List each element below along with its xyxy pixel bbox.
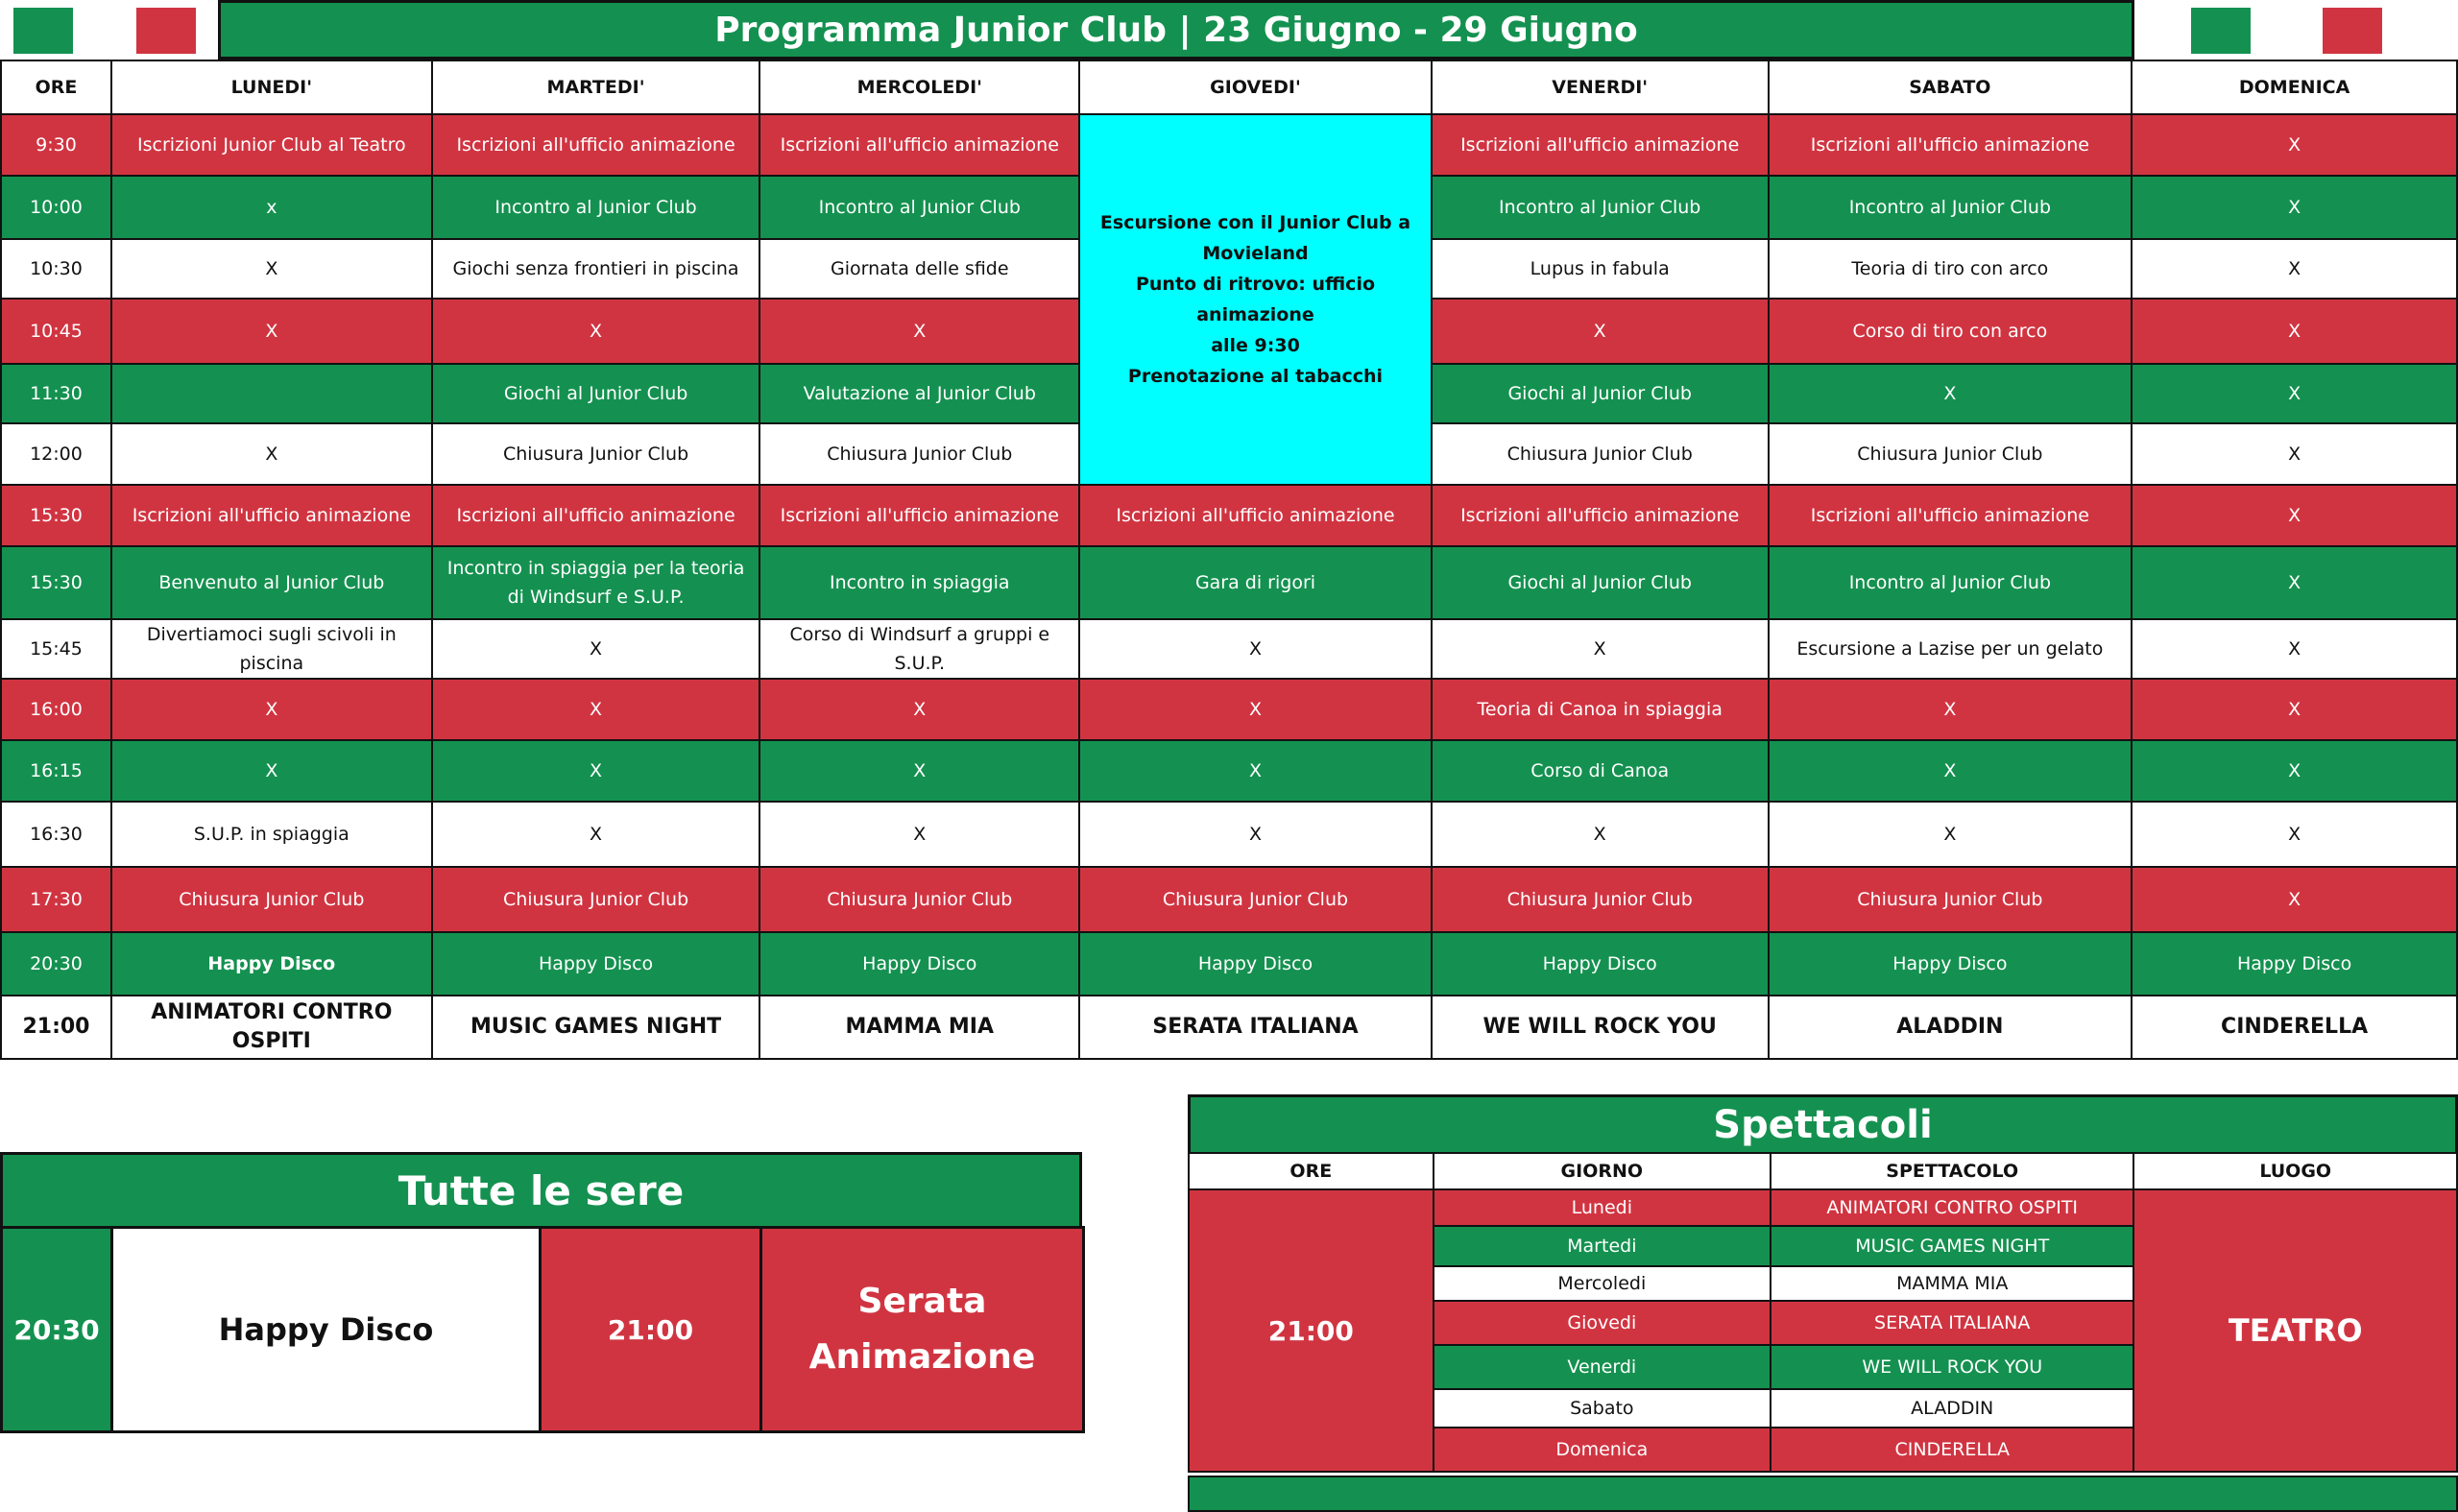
schedule-cell: X: [2132, 239, 2457, 299]
schedule-cell: Iscrizioni Junior Club al Teatro: [111, 114, 432, 176]
schedule-cell: Incontro al Junior Club: [759, 176, 1079, 239]
schedule-cell: Incontro in spiaggia: [759, 546, 1079, 619]
spettacoli-show: ANIMATORI CONTRO OSPITI: [1771, 1189, 2133, 1226]
schedule-cell: Happy Disco: [1432, 932, 1769, 996]
table-row: [1, 740, 2457, 802]
schedule-cell: Giochi al Junior Club: [1432, 546, 1769, 619]
schedule-cell: X: [759, 740, 1079, 802]
table-row: [1, 114, 2457, 176]
schedule-cell: Happy Disco: [432, 932, 760, 996]
tutte-le-sere-title: Tutte le sere: [0, 1152, 1082, 1226]
spettacoli-day: Mercoledi: [1434, 1266, 1771, 1301]
schedule-cell: X: [1769, 364, 2133, 423]
schedule-cell: X: [432, 619, 760, 679]
schedule-cell: WE WILL ROCK YOU: [1432, 996, 1769, 1059]
excursion-cell: [1079, 114, 1432, 485]
tutte-event-1: Happy Disco: [112, 1228, 541, 1432]
spettacoli-day: Domenica: [1434, 1428, 1771, 1472]
table-row: [1, 619, 2457, 679]
time-cell: 16:00: [1, 679, 111, 740]
schedule-cell: Giochi al Junior Club: [1432, 364, 1769, 423]
schedule-cell: X: [1432, 802, 1769, 867]
schedule-cell: X: [111, 679, 432, 740]
italian-flag-right: [2191, 8, 2387, 54]
schedule-cell: ANIMATORI CONTRO OSPITI: [111, 996, 432, 1059]
schedule-cell: Benvenuto al Junior Club: [111, 546, 432, 619]
schedule-cell: Valutazione al Junior Club: [759, 364, 1079, 423]
time-cell: 9:30: [1, 114, 111, 176]
schedule-cell: X: [2132, 299, 2457, 364]
schedule-cell: Escursione a Lazise per un gelato: [1769, 619, 2133, 679]
spettacoli-show: MAMMA MIA: [1771, 1266, 2133, 1301]
schedule-cell: Iscrizioni all'ufficio animazione: [759, 114, 1079, 176]
schedule-cell: Incontro al Junior Club: [1769, 176, 2133, 239]
schedule-cell: X: [1432, 619, 1769, 679]
spettacoli-header-row: [1189, 1153, 2457, 1189]
header-row: [1, 60, 2457, 114]
schedule-cell: Iscrizioni all'ufficio animazione: [432, 485, 760, 546]
schedule-cell: X: [1769, 679, 2133, 740]
tutte-le-sere-table: [0, 1226, 1085, 1433]
col-header-ore: ORE: [1189, 1153, 1434, 1189]
schedule-cell: X: [2132, 114, 2457, 176]
spettacoli-show: CINDERELLA: [1771, 1428, 2133, 1472]
schedule-cell: X: [2132, 546, 2457, 619]
excursion-line: Escursione con il Junior Club a: [1099, 212, 1411, 233]
schedule-cell: X: [759, 299, 1079, 364]
table-row: [1, 546, 2457, 619]
spettacoli-day: Sabato: [1434, 1389, 1771, 1428]
schedule-cell: X: [1079, 802, 1432, 867]
schedule-cell: Happy Disco: [111, 932, 432, 996]
time-cell: 20:30: [1, 932, 111, 996]
schedule-cell: X: [2132, 423, 2457, 485]
schedule-cell: X: [2132, 364, 2457, 423]
schedule-cell: Iscrizioni all'ufficio animazione: [111, 485, 432, 546]
schedule-cell: ALADDIN: [1769, 996, 2133, 1059]
schedule-cell: Chiusura Junior Club: [432, 867, 760, 932]
time-cell: 21:00: [1, 996, 111, 1059]
table-row: [1, 679, 2457, 740]
time-cell: 10:30: [1, 239, 111, 299]
col-header-lunedi: LUNEDI': [111, 60, 432, 114]
time-cell: 15:30: [1, 485, 111, 546]
schedule-cell: X: [432, 299, 760, 364]
table-row: [1, 485, 2457, 546]
schedule-cell: SERATA ITALIANA: [1079, 996, 1432, 1059]
schedule-cell: Chiusura Junior Club: [432, 423, 760, 485]
schedule-cell: [111, 364, 432, 423]
schedule-cell: X: [2132, 867, 2457, 932]
page-title: Programma Junior Club | 23 Giugno - 29 Giugno: [218, 0, 2134, 60]
schedule-cell: Giochi al Junior Club: [432, 364, 760, 423]
schedule-cell: S.U.P. in spiaggia: [111, 802, 432, 867]
schedule-cell: X: [1769, 740, 2133, 802]
schedule-cell: X: [759, 679, 1079, 740]
col-header-mercoledi: MERCOLEDI': [759, 60, 1079, 114]
schedule-cell: X: [2132, 485, 2457, 546]
schedule-cell: Chiusura Junior Club: [759, 423, 1079, 485]
schedule-cell: Chiusura Junior Club: [1769, 423, 2133, 485]
schedule-cell: X: [2132, 679, 2457, 740]
schedule-cell: Incontro in spiaggia per la teoria di Windsurf e S.U.P.: [432, 546, 760, 619]
schedule-cell: Chiusura Junior Club: [1079, 867, 1432, 932]
schedule-cell: Chiusura Junior Club: [1432, 867, 1769, 932]
time-cell: 11:30: [1, 364, 111, 423]
schedule-cell: X: [111, 239, 432, 299]
table-row: [1, 932, 2457, 996]
schedule-cell: X: [759, 802, 1079, 867]
schedule-cell: X: [1079, 619, 1432, 679]
schedule-cell: X: [2132, 176, 2457, 239]
col-header-giorno: GIORNO: [1434, 1153, 1771, 1189]
schedule-cell: Happy Disco: [2132, 932, 2457, 996]
schedule-cell: Happy Disco: [1769, 932, 2133, 996]
schedule-table: [0, 60, 2458, 1060]
time-cell: 17:30: [1, 867, 111, 932]
schedule-cell: Teoria di tiro con arco: [1769, 239, 2133, 299]
spettacoli-show: SERATA ITALIANA: [1771, 1301, 2133, 1345]
schedule-cell: Lupus in fabula: [1432, 239, 1769, 299]
time-cell: 15:30: [1, 546, 111, 619]
italian-flag-left: [13, 8, 198, 54]
schedule-cell: MAMMA MIA: [759, 996, 1079, 1059]
schedule-cell: Incontro al Junior Club: [1769, 546, 2133, 619]
table-row: [1, 867, 2457, 932]
excursion-line: Punto di ritrovo: ufficio animazione: [1135, 274, 1376, 325]
schedule-cell: Iscrizioni all'ufficio animazione: [1079, 485, 1432, 546]
spettacoli-footer-bar: [1188, 1476, 2458, 1512]
col-header-sabato: SABATO: [1769, 60, 2133, 114]
table-row: [1189, 1189, 2457, 1226]
schedule-cell: Giochi senza frontieri in piscina: [432, 239, 760, 299]
tutte-time-1: 20:30: [2, 1228, 112, 1432]
schedule-cell: Iscrizioni all'ufficio animazione: [1432, 114, 1769, 176]
table-row: [1, 802, 2457, 867]
schedule-cell: Iscrizioni all'ufficio animazione: [1769, 485, 2133, 546]
schedule-cell: X: [2132, 619, 2457, 679]
time-cell: 16:15: [1, 740, 111, 802]
schedule-cell: Chiusura Junior Club: [1432, 423, 1769, 485]
schedule-cell: X: [1079, 740, 1432, 802]
spettacoli-time: 21:00: [1189, 1189, 1434, 1472]
spettacoli-day: Lunedi: [1434, 1189, 1771, 1226]
spettacoli-title: Spettacoli: [1188, 1094, 2458, 1152]
schedule-cell: X: [2132, 802, 2457, 867]
schedule-cell: Incontro al Junior Club: [432, 176, 760, 239]
col-header-venerdi: VENERDI': [1432, 60, 1769, 114]
schedule-cell: Corso di Windsurf a gruppi e S.U.P.: [759, 619, 1079, 679]
schedule-cell: X: [111, 740, 432, 802]
schedule-cell: X: [1079, 679, 1432, 740]
table-row: [1, 996, 2457, 1059]
col-header-domenica: DOMENICA: [2132, 60, 2457, 114]
tutte-time-2: 21:00: [541, 1228, 761, 1432]
schedule-cell: X: [111, 423, 432, 485]
col-header-ore: ORE: [1, 60, 111, 114]
time-cell: 10:45: [1, 299, 111, 364]
schedule-cell: Iscrizioni all'ufficio animazione: [759, 485, 1079, 546]
spettacoli-show: WE WILL ROCK YOU: [1771, 1345, 2133, 1389]
schedule-cell: Gara di rigori: [1079, 546, 1432, 619]
time-cell: 12:00: [1, 423, 111, 485]
schedule-cell: X: [432, 802, 760, 867]
schedule-cell: X: [1769, 802, 2133, 867]
schedule-cell: X: [111, 299, 432, 364]
schedule-cell: x: [111, 176, 432, 239]
excursion-line: Movieland: [1202, 243, 1309, 264]
schedule-cell: X: [2132, 740, 2457, 802]
col-header-spettacolo: SPETTACOLO: [1771, 1153, 2133, 1189]
schedule-cell: X: [432, 740, 760, 802]
schedule-cell: Chiusura Junior Club: [759, 867, 1079, 932]
schedule-cell: Divertiamoci sugli scivoli in piscina: [111, 619, 432, 679]
schedule-cell: X: [1432, 299, 1769, 364]
schedule-cell: CINDERELLA: [2132, 996, 2457, 1059]
schedule-cell: Iscrizioni all'ufficio animazione: [432, 114, 760, 176]
schedule-cell: Chiusura Junior Club: [111, 867, 432, 932]
time-cell: 16:30: [1, 802, 111, 867]
tutte-event-2: Serata Animazione: [761, 1228, 1084, 1432]
time-cell: 10:00: [1, 176, 111, 239]
schedule-cell: Iscrizioni all'ufficio animazione: [1769, 114, 2133, 176]
excursion-line: alle 9:30: [1211, 335, 1300, 356]
schedule-cell: Incontro al Junior Club: [1432, 176, 1769, 239]
schedule-cell: Corso di tiro con arco: [1769, 299, 2133, 364]
excursion-line: Prenotazione al tabacchi: [1127, 366, 1384, 387]
schedule-cell: Happy Disco: [759, 932, 1079, 996]
time-cell: 15:45: [1, 619, 111, 679]
spettacoli-table: [1188, 1152, 2458, 1473]
schedule-cell: Chiusura Junior Club: [1769, 867, 2133, 932]
col-header-luogo: LUOGO: [2133, 1153, 2457, 1189]
spettacoli-day: Venerdi: [1434, 1345, 1771, 1389]
schedule-cell: Iscrizioni all'ufficio animazione: [1432, 485, 1769, 546]
spettacoli-show: MUSIC GAMES NIGHT: [1771, 1226, 2133, 1266]
schedule-cell: Giornata delle sfide: [759, 239, 1079, 299]
schedule-cell: Corso di Canoa: [1432, 740, 1769, 802]
spettacoli-day: Giovedi: [1434, 1301, 1771, 1345]
col-header-giovedi: GIOVEDI': [1079, 60, 1432, 114]
spettacoli-place: TEATRO: [2133, 1189, 2457, 1472]
schedule-cell: MUSIC GAMES NIGHT: [432, 996, 760, 1059]
schedule-cell: Teoria di Canoa in spiaggia: [1432, 679, 1769, 740]
schedule-cell: Happy Disco: [1079, 932, 1432, 996]
spettacoli-day: Martedi: [1434, 1226, 1771, 1266]
col-header-martedi: MARTEDI': [432, 60, 760, 114]
spettacoli-show: ALADDIN: [1771, 1389, 2133, 1428]
schedule-cell: X: [432, 679, 760, 740]
